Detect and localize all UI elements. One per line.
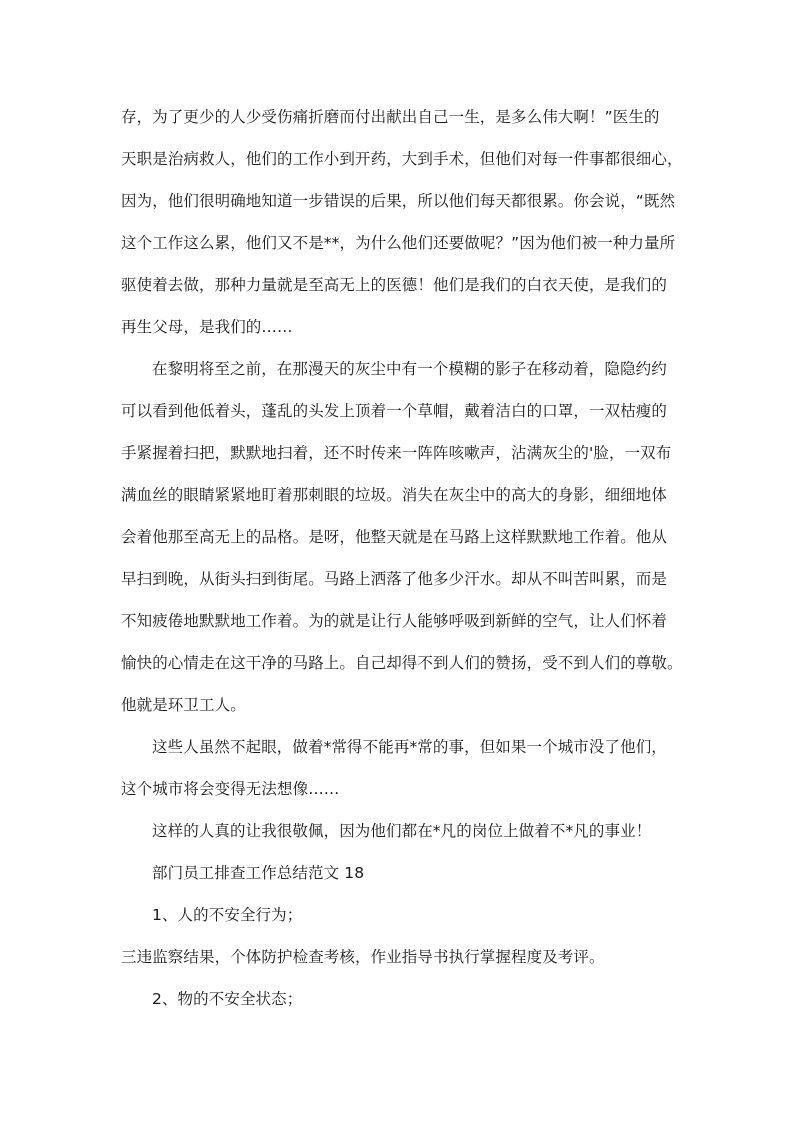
text-line: 会着他那至高无上的品格。是呀，他整天就是在马路上这样默默地工作着。他从: [121, 528, 668, 546]
text-line: 不知疲倦地默默地工作着。为的就是让行人能够呼吸到新鲜的空气，让人们怀着: [121, 612, 668, 630]
section-heading: 部门员工排查工作总结范文 18: [152, 864, 365, 882]
text-line: 早扫到晚，从街头扫到街尾。马路上洒落了他多少汗水。却从不叫苦叫累，而是: [121, 570, 668, 588]
text-line: 驱使着去做，那种力量就是至高无上的医德！他们是我们的白衣天使，是我们的: [121, 276, 668, 294]
list-item: 2、物的不安全状态；: [152, 990, 303, 1008]
text-line: 三违监察结果，个体防护检查考核，作业指导书执行掌握程度及考评。: [121, 948, 605, 966]
text-line: 存，为了更少的人少受伤痛折磨而付出献出自己一生，是多么伟大啊！”医生的: [121, 108, 660, 126]
text-line: 手紧握着扫把，默默地扫着，还不时传来一阵阵咳嗽声，沾满灰尘的'脸，一双布: [121, 444, 672, 462]
text-line: 再生父母，是我们的……: [121, 318, 293, 336]
text-line: 这样的人真的让我很敬佩，因为他们都在*凡的岗位上做着不*凡的事业！: [152, 822, 652, 840]
text-line: 可以看到他低着头，蓬乱的头发上顶着一个草帽，戴着洁白的口罩，一双枯瘦的: [121, 402, 668, 420]
text-line: 天职是治病救人，他们的工作小到开药，大到手术，但他们对每一件事都很细心，: [121, 150, 683, 168]
list-item: 1、人的不安全行为；: [152, 906, 303, 924]
text-line: 他就是环卫工人。: [121, 696, 246, 714]
text-line: 愉快的心情走在这干净的马路上。自己却得不到人们的赞扬，受不到人们的尊敬。: [121, 654, 683, 672]
text-line: 满血丝的眼睛紧紧地盯着那刺眼的垃圾。消失在灰尘中的高大的身影，细细地体: [121, 486, 668, 504]
text-line: 因为，他们很明确地知道一步错误的后果，所以他们每天都很累。你会说，“既然: [121, 192, 676, 210]
text-line: 这些人虽然不起眼，做着*常得不能再*常的事，但如果一个城市没了他们，: [152, 738, 667, 756]
text-line: 在黎明将至之前，在那漫天的灰尘中有一个模糊的影子在移动着，隐隐约约: [152, 360, 667, 378]
text-line: 这个城市将会变得无法想像……: [121, 780, 340, 798]
text-line: 这个工作这么累，他们又不是**，为什么他们还要做呢？”因为他们被一种力量所: [121, 234, 676, 252]
